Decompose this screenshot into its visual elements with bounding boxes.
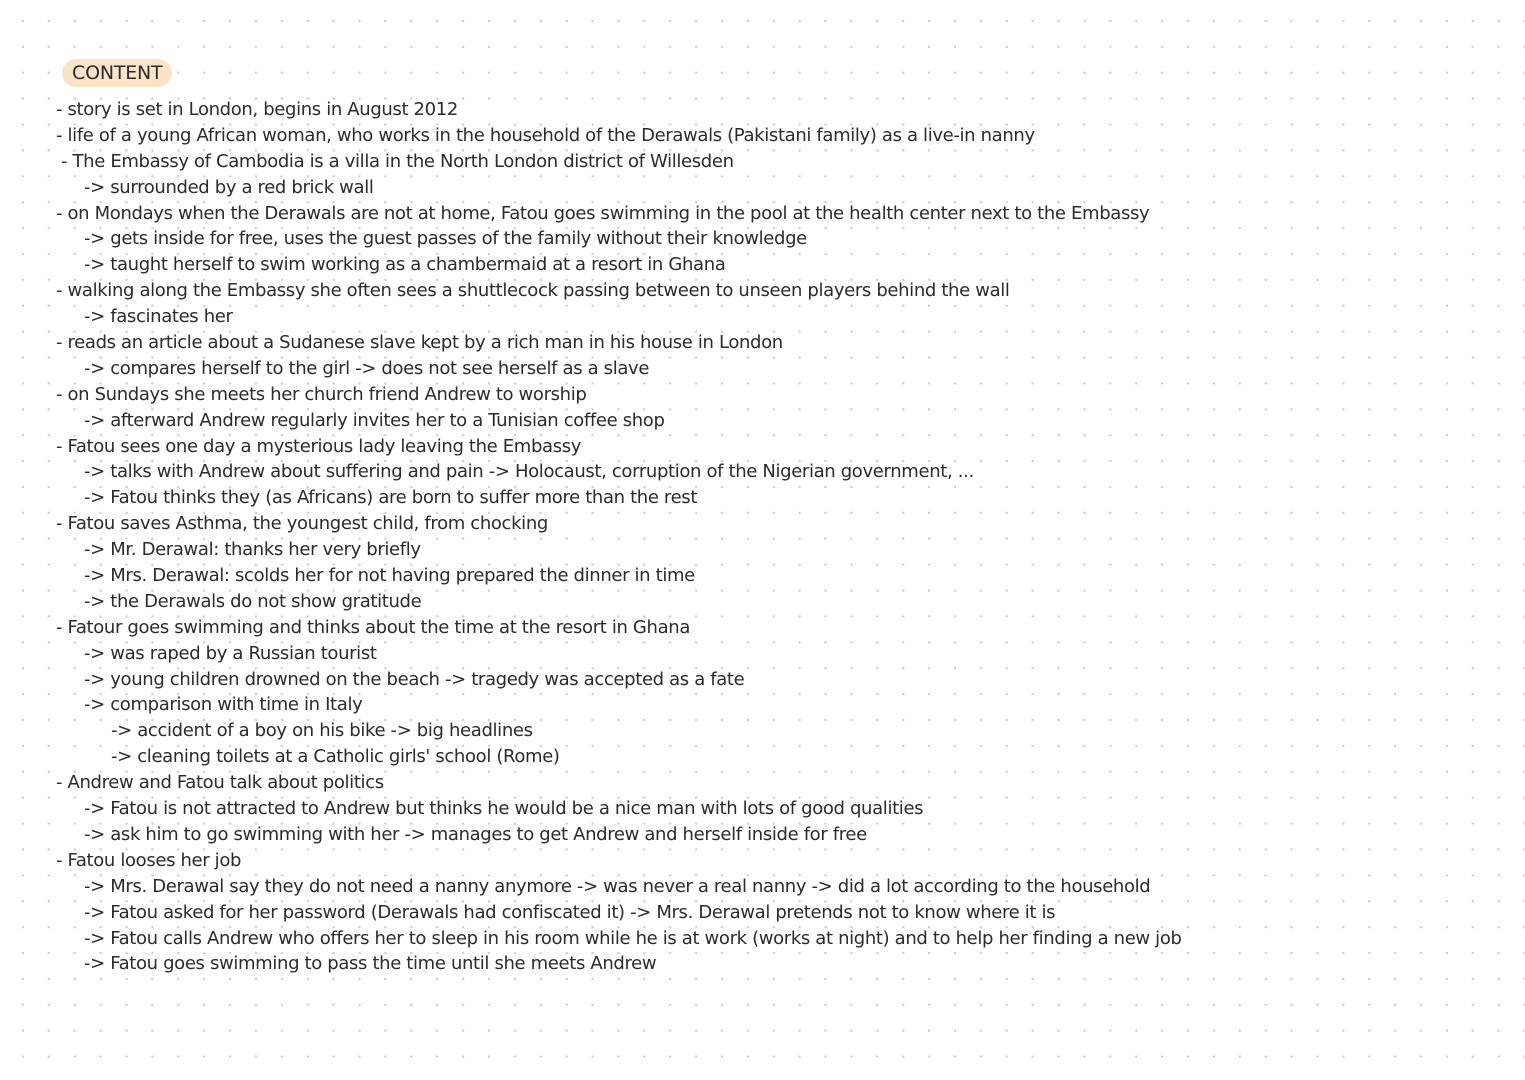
notes-list bbox=[0, 97, 1525, 977]
note-line: - The Embassy of Cambodia is a villa in the North London district of Willesden bbox=[61, 150, 734, 172]
note-line: - on Mondays when the Derawals are not at home, Fatou goes swimming in the pool at the health center next to the Embassy bbox=[56, 202, 1150, 224]
note-line: -> Fatou goes swimming to pass the time until she meets Andrew bbox=[84, 953, 657, 975]
note-line: -> Fatou thinks they (as Africans) are born to suffer more than the rest bbox=[84, 487, 698, 509]
note-line: -> the Derawals do not show gratitude bbox=[84, 590, 422, 612]
note-line: -> compares herself to the girl -> does not see herself as a slave bbox=[84, 357, 650, 379]
note-line: -> Mr. Derawal: thanks her very briefly bbox=[84, 539, 421, 561]
note-line: -> gets inside for free, uses the guest passes of the family without their knowledge bbox=[84, 228, 807, 250]
note-line: - life of a young African woman, who works in the household of the Derawals (Pakistani family) as a live-in nanny bbox=[56, 124, 1035, 146]
note-line: -> afterward Andrew regularly invites her to a Tunisian coffee shop bbox=[84, 409, 665, 431]
note-line: - walking along the Embassy she often sees a shuttlecock passing between to unseen players behind the wall bbox=[56, 280, 1010, 302]
note-line: -> Mrs. Derawal: scolds her for not having prepared the dinner in time bbox=[84, 565, 695, 587]
note-line: - Fatour goes swimming and thinks about the time at the resort in Ghana bbox=[56, 616, 691, 638]
note-line: -> Fatou is not attracted to Andrew but thinks he would be a nice man with lots of good qualities bbox=[84, 798, 924, 820]
note-line: -> fascinates her bbox=[84, 306, 233, 328]
note-line: -> surrounded by a red brick wall bbox=[84, 176, 374, 198]
note-line: - Fatou sees one day a mysterious lady leaving the Embassy bbox=[56, 435, 582, 457]
note-line: - Fatou looses her job bbox=[56, 849, 242, 871]
note-line: -> taught herself to swim working as a chambermaid at a resort in Ghana bbox=[84, 254, 726, 276]
note-line: - Fatou saves Asthma, the youngest child, from chocking bbox=[56, 513, 548, 535]
note-line: -> Fatou asked for her password (Derawals had confiscated it) -> Mrs. Derawal pretends not to know where it is bbox=[84, 901, 1056, 923]
note-line: -> talks with Andrew about suffering and pain -> Holocaust, corruption of the Nigerian government, ... bbox=[84, 461, 974, 483]
note-line: - story is set in London, begins in August 2012 bbox=[56, 99, 458, 120]
note-line: -> Fatou calls Andrew who offers her to sleep in his room while he is at work (works at night) and to help her finding a new job bbox=[84, 927, 1182, 949]
note-line: -> accident of a boy on his bike -> big headlines bbox=[111, 720, 533, 742]
note-line: -> cleaning toilets at a Catholic girls' school (Rome) bbox=[111, 746, 560, 768]
note-line: -> was raped by a Russian tourist bbox=[84, 642, 377, 664]
note-line: - reads an article about a Sudanese slave kept by a rich man in his house in London bbox=[56, 332, 783, 354]
note-line: - on Sundays she meets her church friend Andrew to worship bbox=[56, 383, 587, 405]
note-line: -> comparison with time in Italy bbox=[84, 694, 363, 716]
note-line: -> Mrs. Derawal say they do not need a nanny anymore -> was never a real nanny -> did a lot according to the household bbox=[84, 875, 1151, 897]
note-line: -> ask him to go swimming with her -> manages to get Andrew and herself inside for free bbox=[84, 823, 867, 845]
note-line: -> young children drowned on the beach -> tragedy was accepted as a fate bbox=[84, 668, 745, 690]
content-heading: CONTENT bbox=[62, 59, 172, 87]
note-line: - Andrew and Fatou talk about politics bbox=[56, 772, 384, 794]
